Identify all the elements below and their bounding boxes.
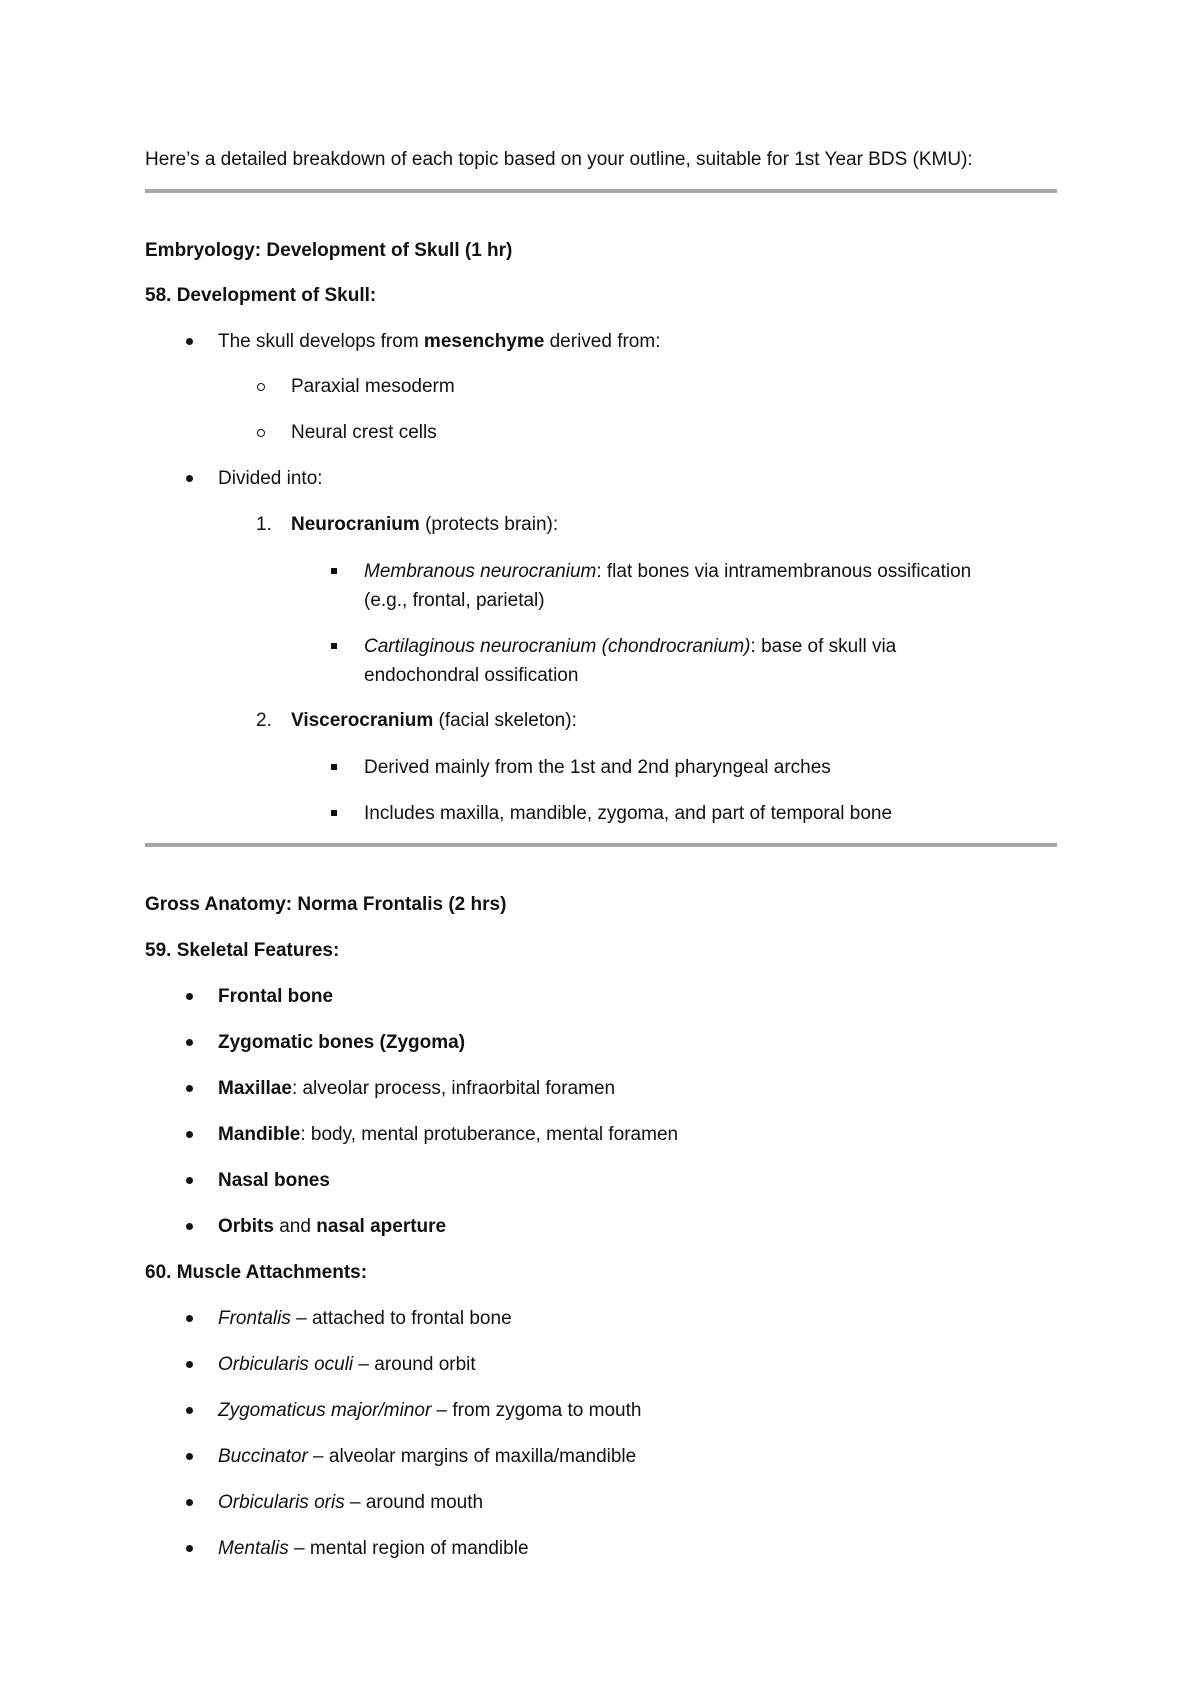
bullet-disc-icon	[186, 1039, 193, 1046]
list-item	[218, 330, 660, 354]
bullet-disc-icon	[186, 1407, 193, 1414]
italic-term: Frontalis	[218, 1308, 291, 1329]
list-item	[218, 1353, 476, 1377]
text: – around orbit	[353, 1354, 476, 1375]
bullet-disc-icon	[186, 1361, 193, 1368]
list-item-continuation: endochondral ossification	[364, 665, 579, 686]
list-item: Divided into:	[218, 468, 323, 489]
list-item: Nasal bones	[218, 1170, 330, 1191]
text: : flat bones via intramembranous ossification	[596, 561, 972, 582]
subsection-heading: 58. Development of Skull:	[145, 285, 377, 306]
bullet-disc-icon	[186, 475, 193, 482]
list-number: 2.	[256, 710, 272, 731]
bullet-disc-icon	[186, 1499, 193, 1506]
bullet-square-icon	[331, 568, 337, 574]
section-heading: Embryology: Development of Skull (1 hr)	[145, 240, 513, 261]
list-item: Paraxial mesoderm	[291, 376, 455, 397]
intro-text: Here’s a detailed breakdown of each topic based on your outline, suitable for 1st Year BDS (KMU):	[145, 149, 973, 170]
italic-term: Mentalis	[218, 1538, 289, 1559]
text: (protects brain):	[419, 514, 559, 535]
bullet-circle-icon	[257, 383, 265, 391]
bullet-circle-icon	[257, 429, 265, 437]
text: – around mouth	[344, 1492, 484, 1513]
list-item	[291, 709, 577, 733]
bullet-square-icon	[331, 643, 337, 649]
list-item: Zygomatic bones (Zygoma)	[218, 1032, 466, 1053]
list-item-continuation: (e.g., frontal, parietal)	[364, 590, 545, 611]
italic-term: Membranous neurocranium	[364, 561, 597, 582]
text: – attached to frontal bone	[290, 1308, 512, 1329]
list-item	[364, 560, 971, 584]
bold-term: Neurocranium	[291, 514, 420, 535]
bullet-disc-icon	[186, 1315, 193, 1322]
list-item: Derived mainly from the 1st and 2nd pharyngeal arches	[364, 757, 831, 778]
subsection-heading: 59. Skeletal Features:	[145, 940, 340, 961]
bold-term: Viscerocranium	[291, 710, 434, 731]
italic-term: Buccinator	[218, 1446, 308, 1467]
horizontal-rule	[145, 843, 1057, 847]
bullet-disc-icon	[186, 1085, 193, 1092]
text: and	[273, 1216, 317, 1237]
text: (facial skeleton):	[433, 710, 577, 731]
list-item	[218, 1215, 446, 1239]
subsection-heading: 60. Muscle Attachments:	[145, 1262, 368, 1283]
bullet-disc-icon	[186, 1545, 193, 1552]
text: derived from:	[544, 331, 661, 352]
list-item	[218, 1537, 529, 1561]
bold-term: Orbits	[218, 1216, 274, 1237]
list-item: Neural crest cells	[291, 422, 437, 443]
list-item	[291, 513, 558, 537]
italic-term: Orbicularis oris	[218, 1492, 345, 1513]
text: : body, mental protuberance, mental foramen	[300, 1124, 679, 1145]
list-item: Includes maxilla, mandible, zygoma, and part of temporal bone	[364, 803, 893, 824]
bullet-disc-icon	[186, 1131, 193, 1138]
bold-term: nasal aperture	[316, 1216, 447, 1237]
bullet-square-icon	[331, 810, 337, 816]
text: – mental region of mandible	[288, 1538, 529, 1559]
bullet-disc-icon	[186, 993, 193, 1000]
bold-term: mesenchyme	[423, 331, 545, 352]
list-item	[218, 1445, 636, 1469]
list-item	[218, 1307, 512, 1331]
bold-term: Mandible	[218, 1124, 301, 1145]
bullet-disc-icon	[186, 338, 193, 345]
list-item	[364, 635, 896, 659]
list-item: Frontal bone	[218, 986, 334, 1007]
list-item	[218, 1077, 615, 1101]
list-number: 1.	[256, 514, 272, 535]
bullet-square-icon	[331, 764, 337, 770]
text: The skull develops from	[218, 331, 424, 352]
text: – from zygoma to mouth	[431, 1400, 642, 1421]
list-item	[218, 1123, 678, 1147]
bold-term: Maxillae	[218, 1078, 292, 1099]
italic-term: Cartilaginous neurocranium (chondrocranium)	[364, 636, 751, 657]
text: : base of skull via	[750, 636, 897, 657]
italic-term: Zygomaticus major/minor	[218, 1400, 432, 1421]
italic-term: Orbicularis oculi	[218, 1354, 354, 1375]
text: – alveolar margins of maxilla/mandible	[307, 1446, 637, 1467]
horizontal-rule	[145, 189, 1057, 193]
section-heading: Gross Anatomy: Norma Frontalis (2 hrs)	[145, 894, 507, 915]
list-item	[218, 1491, 483, 1515]
bullet-disc-icon	[186, 1453, 193, 1460]
bullet-disc-icon	[186, 1223, 193, 1230]
text: : alveolar process, infraorbital foramen	[291, 1078, 616, 1099]
bullet-disc-icon	[186, 1177, 193, 1184]
list-item	[218, 1399, 641, 1423]
